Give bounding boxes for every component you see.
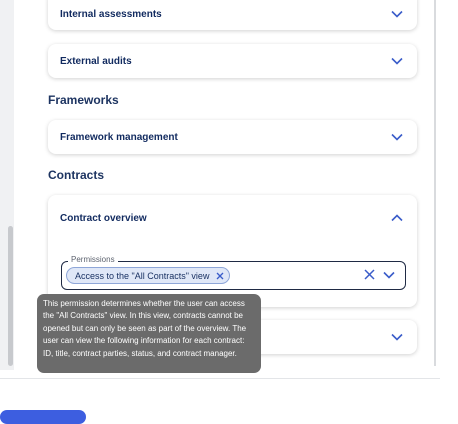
accordion-external-audits[interactable] <box>48 44 417 78</box>
accordion-title: Contract overview <box>60 213 147 224</box>
accordion-title: External audits <box>60 56 132 67</box>
accordion-title: Internal assessments <box>60 9 162 20</box>
contracts-heading: Contracts <box>48 168 105 182</box>
chevron-down-icon[interactable] <box>383 271 395 279</box>
chip-label: Access to the "All Contracts" view <box>75 270 210 281</box>
chevron-down-icon[interactable] <box>391 10 403 18</box>
left-scrollbar-thumb[interactable] <box>8 226 13 366</box>
frameworks-heading: Frameworks <box>48 93 119 107</box>
clear-icon[interactable] <box>364 269 375 280</box>
close-icon[interactable] <box>215 271 225 281</box>
selected-permission-chip[interactable] <box>66 267 230 284</box>
primary-button[interactable] <box>0 410 86 424</box>
right-scrollbar-track[interactable] <box>434 0 436 366</box>
chevron-down-icon[interactable] <box>391 57 403 65</box>
accordion-framework-management[interactable] <box>48 120 417 154</box>
permission-tooltip: This permission determines whether the user can access the "All Contracts" view. In this view, contracts cannot be opened but can only be seen as part of the overview. The user can view the following information for each contract: ID, title, contract parties, status, and contract manager. <box>37 294 261 373</box>
chevron-down-icon[interactable] <box>391 333 403 341</box>
chevron-down-icon[interactable] <box>391 133 403 141</box>
divider <box>0 378 440 379</box>
accordion-contract-overview[interactable] <box>48 195 417 307</box>
accordion-internal-assessments[interactable] <box>48 0 417 30</box>
accordion-title: Framework management <box>60 132 178 143</box>
permissions-label: Permissions <box>68 255 118 264</box>
chevron-up-icon[interactable] <box>391 214 403 222</box>
